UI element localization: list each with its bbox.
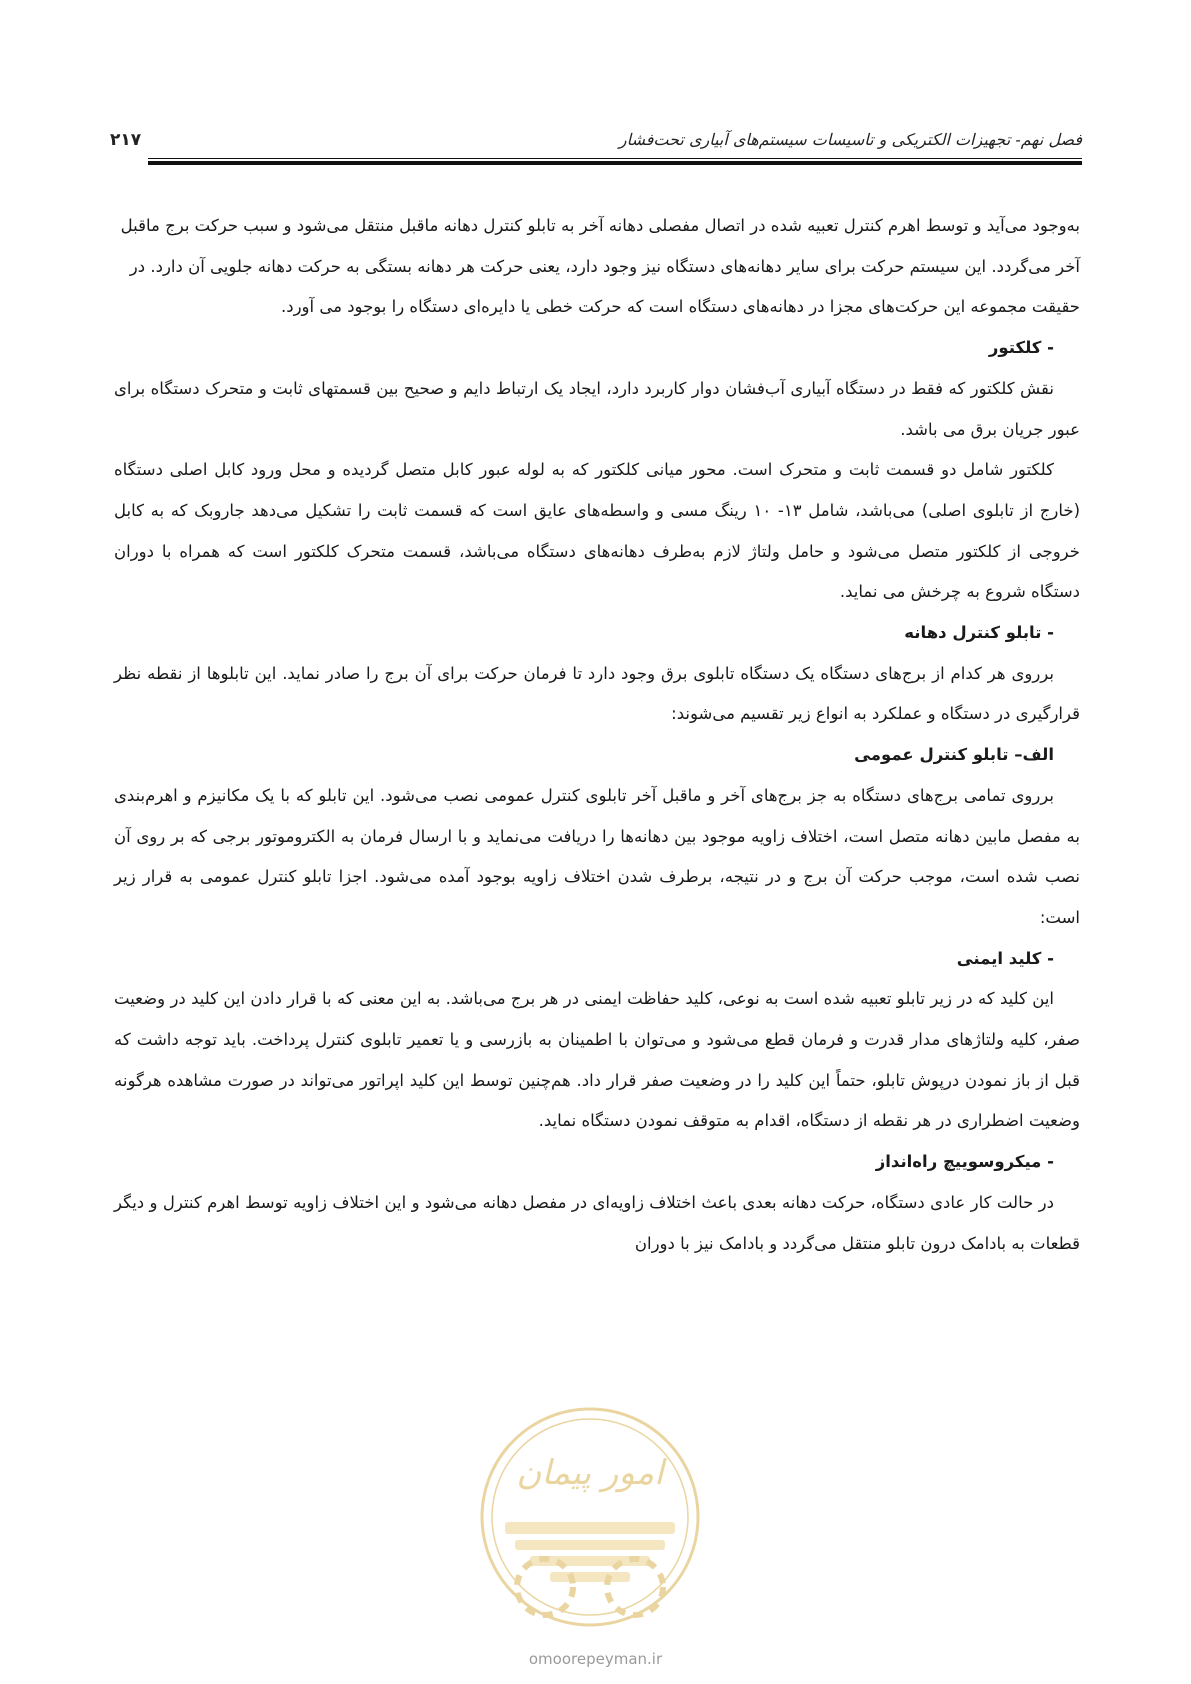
heading-span-control-panel: - تابلو کنترل دهانه bbox=[904, 623, 1054, 643]
paragraph-collector-parts: کلکتور شامل دو قسمت ثابت و متحرک است. محور میانی کلکتور که به لوله عبور کابل متصل گردیده و محل ورود کابل اصلی دستگاه (خارج از تابلوی اصلی) می‌باشد، شامل ۱۳- ۱۰ رینگ مسی و واسطه‌های عایق است که قسمت ثابت را تشکیل می‌دهد جاروبک که به کابل خروجی از کلکتور متصل می‌شود و حامل ولتاژ لازم به‌طرف دهانه‌های دستگاه می‌باشد، قسمت متحرک کلکتور است که همراه با دوران دستگاه شروع به چرخش می نماید. bbox=[114, 460, 1081, 602]
paragraph-microswitch: در حالت کار عادی دستگاه، حرکت دهانه بعدی باعث اختلاف زاویه‌ای در مفصل دهانه می‌شود و این اختلاف زاویه توسط اهرم کنترل و دیگر قطعات به بادامک درون تابلو منتقل می‌گردد و بادامک نیز با دوران bbox=[114, 1192, 1080, 1253]
watermark-logo bbox=[475, 1402, 705, 1632]
heading-start-microswitch: - میکروسوییچ راه‌انداز bbox=[875, 1152, 1054, 1172]
running-title: فصل نهم- تجهیزات الکتریکی و تاسیسات سیستم‌های آبیاری تحت‌فشار bbox=[618, 130, 1082, 149]
heading-general-control-panel: الف– تابلو کنترل عمومی bbox=[854, 745, 1054, 765]
page-header bbox=[110, 126, 1082, 156]
heading-safety-key: - کلید ایمنی bbox=[956, 948, 1054, 968]
header-rule-thick bbox=[148, 161, 1082, 165]
paragraph-safety-key: این کلید که در زیر تابلو تعبیه شده است به نوعی، کلید حفاظت ایمنی در هر برج می‌باشد. به این معنی که با قرار دادن این کلید در وضعیت صفر، کلیه ولتاژهای مدار قدرت و فرمان قطع می‌شود و می‌توان با اطمینان به بازرسی و یا تعمیر تابلوی کنترل پرداخت. باید توجه داشت که قبل از باز نمودن درپوش تابلو، حتماً این کلید را در وضعیت صفر قرار داد. هم‌چنین توسط این کلید اپراتور می‌تواند در صورت مشاهده هرگونه وضعیت اضطراری در هر نقطه از دستگاه، اقدام به متوقف نمودن دستگاه نماید. bbox=[114, 989, 1080, 1131]
watermark-logo-text: امور پیمان bbox=[516, 1453, 664, 1493]
watermark-url: omoorepeyman.ir bbox=[528, 1650, 663, 1668]
body-text bbox=[114, 206, 1080, 1264]
header-rule-thin bbox=[148, 158, 1082, 159]
paragraph-movement-system: به‌وجود می‌آید و توسط اهرم کنترل تعبیه شده در اتصال مفصلی دهانه آخر به تابلو کنترل دهانه ماقبل منتقل می‌شود و سبب حرکت برج ماقبل آخر می‌گردد. این سیستم حرکت برای سایر دهانه‌های دستگاه نیز وجود دارد، یعنی حرکت هر دهانه بستگی به حرکت دهانه جلویی آن دارد. در حقیقت مجموعه این حرکت‌های مجزا در دهانه‌های دستگاه است که حرکت خطی یا دایره‌ای دستگاه را بوجود می آورد. bbox=[120, 216, 1080, 317]
paragraph-collector-role: نقش کلکتور که فقط در دستگاه آبیاری آب‌فشان دوار کاربرد دارد، ایجاد یک ارتباط دایم و صحیح بین قسمتهای ثابت و متحرک دستگاه برای عبور جریان برق می باشد. bbox=[114, 378, 1080, 439]
page-number: ۲۱۷ bbox=[110, 130, 142, 150]
heading-collector: - کلکتور bbox=[988, 338, 1054, 358]
paragraph-tower-panels: برروی هر کدام از برج‌های دستگاه یک دستگاه تابلوی برق وجود دارد تا فرمان حرکت برای آن برج را صادر نماید. این تابلوها از نقطه نظر قرارگیری در دستگاه و عملکرد به انواع زیر تقسیم می‌شوند: bbox=[114, 663, 1080, 724]
paragraph-general-panel: برروی تمامی برج‌های دستگاه به جز برج‌های آخر و ماقبل آخر تابلوی کنترل عمومی نصب می‌شود. این تابلو که با یک مکانیزم و اهرم‌بندی به مفصل مابین دهانه متصل است، اختلاف زاویه موجود بین دهانه‌ها را دریافت می‌نماید و با ارسال فرمان به الکتروموتور برجی که بر روی آن نصب شده است، موجب حرکت آن برج و در نتیجه، برطرف شدن اختلاف زاویه بوجود آمده می‌شود. اجزا تابلو کنترل عمومی به قرار زیر است: bbox=[114, 785, 1080, 927]
